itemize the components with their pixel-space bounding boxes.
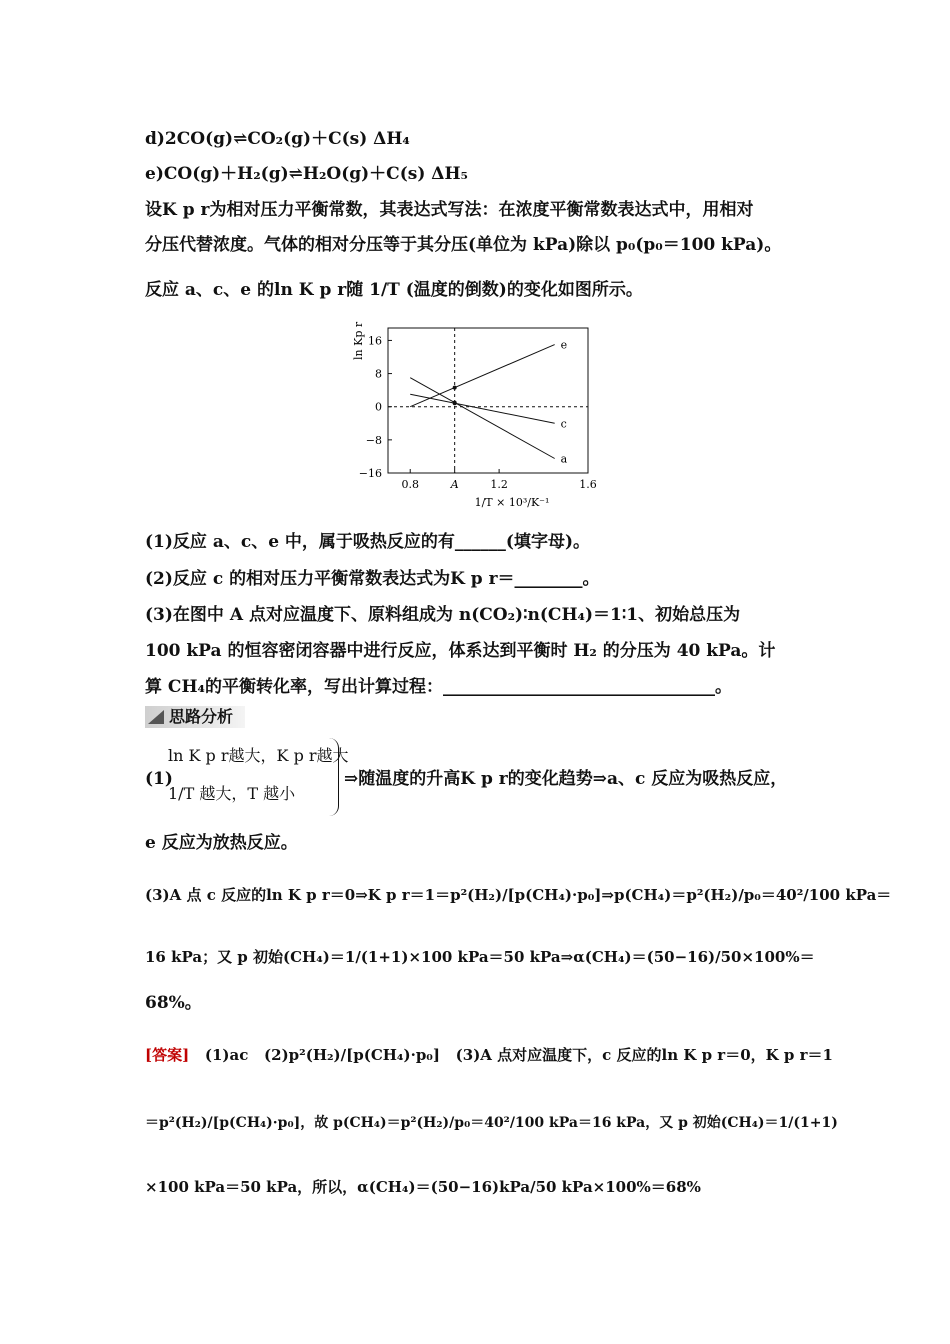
x-tick-label: 1.6 xyxy=(579,478,597,491)
analysis-result: ⇒随温度的升高K p r的变化趋势⇒a、c 反应为吸热反应， xyxy=(344,769,788,789)
y-tick-label: −8 xyxy=(365,433,382,447)
answer-line-1 xyxy=(145,1044,833,1066)
x-tick-label: A xyxy=(450,478,459,491)
x-axis-label: 1/T × 10³/K⁻¹ xyxy=(474,496,550,509)
intro-line-2: 分压代替浓度。气体的相对分压等于其分压(单位为 kPa)除以 p₀(p₀＝100 kPa)。 xyxy=(145,235,782,255)
pen-icon xyxy=(148,710,164,724)
question-3a: (3)在图中 A 点对应温度下、原料组成为 n(CO₂)∶n(CH₄)＝1∶1、初始总压为 xyxy=(145,605,741,625)
y-axis-label: ln Kp r xyxy=(352,321,365,360)
answer-line-2: ＝p²(H₂)/[p(CH₄)·p₀]，故 p(CH₄)＝p²(H₂)/p₀＝40²/100 kPa＝16 kPa，又 p 初始(CH₄)＝1/(1+1) xyxy=(145,1115,838,1131)
reaction-e: e)CO(g)＋H₂(g)⇌H₂O(g)＋C(s) ΔH₅ xyxy=(145,164,468,184)
point-A-e xyxy=(453,386,457,390)
reaction-d: d)2CO(g)⇌CO₂(g)＋C(s) ΔH₄ xyxy=(145,129,410,149)
answer-1: (1)ac xyxy=(204,1046,249,1064)
analysis-part-3c: 68%。 xyxy=(145,993,202,1013)
analysis-brace-line-1: ln K p r越大，K p r越大 xyxy=(168,746,349,765)
question-3b: 100 kPa 的恒容密闭容器中进行反应，体系达到平衡时 H₂ 的分压为 40 kPa。计 xyxy=(145,641,776,661)
answer-line-3: ×100 kPa＝50 kPa，所以，α(CH₄)＝(50−16)kPa/50 kPa×100%＝68% xyxy=(145,1178,701,1196)
series-label-c: c xyxy=(560,417,567,431)
analysis-result-2: e 反应为放热反应。 xyxy=(145,833,298,853)
y-tick-label: 16 xyxy=(368,334,382,348)
answer-2: (2)p²(H₂)/[p(CH₄)·p₀] xyxy=(264,1046,440,1064)
analysis-brace-line-2: 1/T 越大，T 越小 xyxy=(168,784,296,803)
series-line-e xyxy=(410,345,554,407)
question-2: (2)反应 c 的相对压力平衡常数表达式为K p r＝________。 xyxy=(145,569,600,589)
y-tick-label: 0 xyxy=(375,400,382,414)
analysis-part-3: (3)A 点 c 反应的ln K p r＝0⇒K p r＝1＝p²(H₂)/[p(CH₄)·p₀]⇒p(CH₄)＝p²(H₂)/p₀＝40²/100 kPa＝ xyxy=(145,886,892,904)
plot-frame xyxy=(388,328,588,473)
analysis-number: (1) xyxy=(145,769,173,789)
question-1: (1)反应 a、c、e 中，属于吸热反应的有______(填字母)。 xyxy=(145,532,591,552)
question-3c: 算 CH₄的平衡转化率，写出计算过程：________________________________。 xyxy=(145,677,732,697)
x-tick-label: 0.8 xyxy=(401,478,419,491)
intro-line-1: 设K p r为相对压力平衡常数，其表达式写法：在浓度平衡常数表达式中，用相对 xyxy=(145,200,754,220)
x-tick-label: 1.2 xyxy=(490,478,508,491)
intro-line-3: 反应 a、c、e 的ln K p r随 1/T (温度的倒数)的变化如图所示。 xyxy=(145,280,643,300)
series-line-c xyxy=(410,394,554,423)
series-label-a: a xyxy=(560,452,568,466)
series-line-a xyxy=(410,378,554,459)
lnK-vs-invT-chart xyxy=(340,318,610,518)
y-tick-label: −16 xyxy=(358,467,382,480)
y-tick-label: 8 xyxy=(375,367,382,381)
series-label-e: e xyxy=(560,338,568,352)
point-A-a xyxy=(453,401,457,405)
analysis-part-3b: 16 kPa；又 p 初始(CH₄)＝1/(1+1)×100 kPa＝50 kPa⇒α(CH₄)＝(50−16)/50×100%＝ xyxy=(145,948,815,966)
analysis-header-text: 思路分析 xyxy=(169,707,234,726)
analysis-header xyxy=(145,706,245,728)
answer-3: (3)A 点对应温度下，c 反应的ln K p r＝0，K p r＝1 xyxy=(455,1046,833,1064)
answer-tag: [答案] xyxy=(145,1046,190,1064)
